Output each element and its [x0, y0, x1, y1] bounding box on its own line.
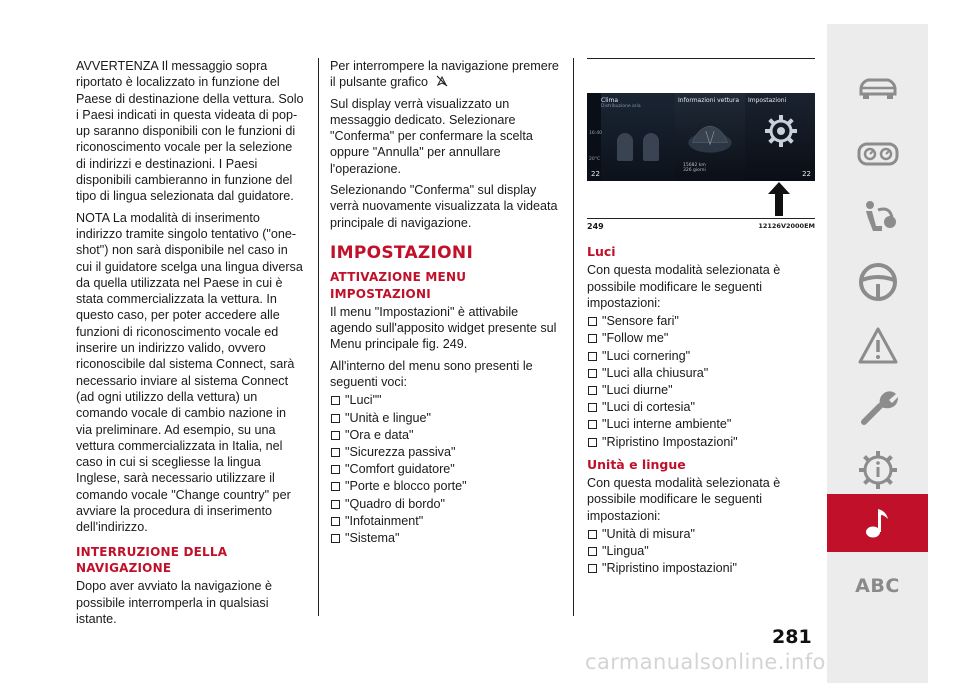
music-note-icon — [856, 501, 900, 545]
column-3 — [587, 238, 815, 582]
column-divider-1 — [318, 58, 319, 616]
temp-left: 22 — [591, 170, 600, 178]
figure-code: 12126V2000EM — [758, 222, 815, 230]
list-item: "Lingua" — [587, 543, 815, 560]
units-intro: Con questa modalità selezionata è possibile modificare le seguenti impostazioni: — [587, 476, 781, 523]
list-item: "Sistema" — [330, 530, 562, 547]
seat-left-icon — [617, 133, 633, 161]
list-item: "Luci alla chiusura" — [587, 365, 815, 382]
pointer-arrow-icon — [768, 182, 790, 216]
clima-subtitle: Distribuzione aria — [601, 104, 641, 109]
abc-index-label: ABC — [855, 575, 900, 597]
menu-intro: All'interno del menu sono presenti le seguenti voci: — [330, 358, 533, 390]
list-item: "Ripristino Impostazioni" — [587, 434, 815, 451]
page-number: 281 — [772, 626, 812, 648]
list-item: "Sicurezza passiva" — [330, 444, 562, 461]
sidebar-item-driving[interactable] — [827, 250, 928, 314]
screen-time: 16:40 — [589, 131, 602, 136]
list-item: "Comfort guidatore" — [330, 461, 562, 478]
activation-heading: ATTIVAZIONE MENU IMPOSTAZIONI — [330, 270, 467, 301]
list-item: "Infotainment" — [330, 513, 562, 530]
list-item: "Quadro di bordo" — [330, 496, 562, 513]
list-item: "Luci interne ambiente" — [587, 416, 815, 433]
figure-top-rule — [587, 58, 815, 59]
sidebar-item-car[interactable] — [827, 56, 928, 120]
list-item: "Follow me" — [587, 330, 815, 347]
list-item: "Luci cornering" — [587, 348, 815, 365]
note-paragraph: NOTA La modalità di inserimento indirizzo tramite singolo tentativo ("one-shot") non sarà disponibile nel caso in cui il guidatore scelga una lingua diversa da quella utilizzata nel Paese in cui è stata commercializzata la vettura. In questo caso, per poter accedere alle funzioni di riconoscimento vocale ed inserire un indirizzo valido, ovvero riconoscibile dal sistema Connect, sarà necessario inviare al sistema Connect (ad ogni utilizzo della vettura) un comando vocale di cambio nazione in via preliminare. Ad esempio, su una vettura commercializzata in Italia, nel caso in cui si scegliesse la lingua Inglese, sarà necessario utilizzare il comando vocale "Change country" per avviare la procedura di inserimento dell'indirizzo. — [76, 210, 303, 535]
list-item: "Ripristino impostazioni" — [587, 560, 815, 577]
vehicle-info-panel — [675, 93, 745, 181]
wrench-icon — [856, 386, 900, 430]
luci-heading: Luci — [587, 244, 616, 259]
clima-title: Clima — [601, 97, 619, 104]
sidebar-item-multimedia[interactable] — [827, 494, 928, 552]
sidebar-item-warnings[interactable] — [827, 314, 928, 378]
sidebar-item-specs[interactable] — [827, 438, 928, 502]
figure-249 — [587, 58, 815, 231]
list-item: "Luci di cortesia" — [587, 399, 815, 416]
column-1 — [76, 58, 304, 632]
luci-intro: Con questa modalità selezionata è possibile modificare le seguenti impostazioni: — [587, 263, 781, 310]
list-item: "Porte e blocco porte" — [330, 478, 562, 495]
screen-sidebar — [587, 93, 601, 181]
vehicle-info-title: Informazioni vettura — [678, 97, 739, 104]
menu-items-list — [330, 392, 562, 547]
units-heading: Unità e lingue — [587, 456, 686, 472]
days-value: 326 giorni — [683, 168, 706, 173]
figure-bottom-rule — [587, 218, 815, 219]
interrupt-instruction — [330, 58, 562, 91]
sidebar-item-maintenance[interactable] — [827, 376, 928, 440]
warning-triangle-icon — [856, 324, 900, 368]
km-value: 15682 km — [683, 163, 706, 168]
confirm-paragraph: Selezionando "Conferma" sul display verrà nuovamente visualizzata la videata principale di navigazione. — [330, 183, 558, 230]
units-items-list — [587, 526, 815, 578]
settings-gear-icon — [856, 448, 900, 492]
car-image-icon — [675, 111, 745, 161]
clima-panel — [587, 93, 675, 181]
list-item: "Unità e lingue" — [330, 410, 562, 427]
seat-right-icon — [643, 133, 659, 161]
dashboard-icon — [856, 132, 900, 176]
watermark: carmanualsonline.info — [585, 650, 826, 674]
display-paragraph: Sul display verrà visualizzato un messaggio dedicato. Selezionare "Conferma" per confermare la scelta oppure "Annulla" per annullare l'operazione. — [330, 96, 533, 176]
list-item: "Unità di misura" — [587, 526, 815, 543]
sidebar-item-index[interactable] — [827, 554, 928, 618]
sidebar-item-dashboard[interactable] — [827, 122, 928, 186]
steering-wheel-icon — [856, 260, 900, 304]
list-item: "Luci"" — [330, 392, 562, 409]
list-item: "Sensore fari" — [587, 313, 815, 330]
infotainment-screen — [587, 93, 815, 181]
car-icon — [856, 66, 900, 110]
figure-number: 249 — [587, 222, 604, 231]
settings-title: Impostazioni — [748, 97, 787, 104]
list-item: "Ora e data" — [330, 427, 562, 444]
screen-temperature: 20°C — [589, 157, 601, 162]
stop-navigation-icon — [436, 75, 448, 87]
interruption-heading: INTERRUZIONE DELLA NAVIGAZIONE — [76, 544, 228, 575]
sidebar-item-safety[interactable] — [827, 186, 928, 250]
warning-paragraph: AVVERTENZA Il messaggio sopra riportato è localizzato in funzione del Paese di destinazione della vettura. Solo i Paesi indicati in questa videata di pop-up saranno disponibili con le funzioni di riconoscimento vocale per la selezione di indirizzi e destinazioni. I Paesi disponibili cambieranno in funzione del tipo di lingua selezionata dal guidatore. — [76, 59, 304, 204]
vehicle-km — [683, 163, 706, 173]
chapter-sidebar — [827, 24, 928, 683]
interrupt-text: Per interrompere la navigazione premere il pulsante grafico — [330, 59, 559, 90]
column-2 — [330, 58, 562, 551]
settings-gear-widget-icon — [763, 113, 799, 149]
activation-paragraph: Il menu "Impostazioni" è attivabile agendo sull'apposito widget presente sul Menu principale fig. 249. — [330, 304, 557, 352]
impostazioni-heading: IMPOSTAZIONI — [330, 242, 474, 263]
interruption-paragraph: Dopo aver avviato la navigazione è possibile interromperla in qualsiasi istante. — [76, 579, 273, 626]
luci-items-list — [587, 313, 815, 451]
temp-right: 22 — [802, 170, 811, 178]
column-divider-2 — [573, 58, 574, 616]
list-item: "Luci diurne" — [587, 382, 815, 399]
airbag-icon — [856, 196, 900, 240]
figure-caption — [587, 222, 815, 231]
